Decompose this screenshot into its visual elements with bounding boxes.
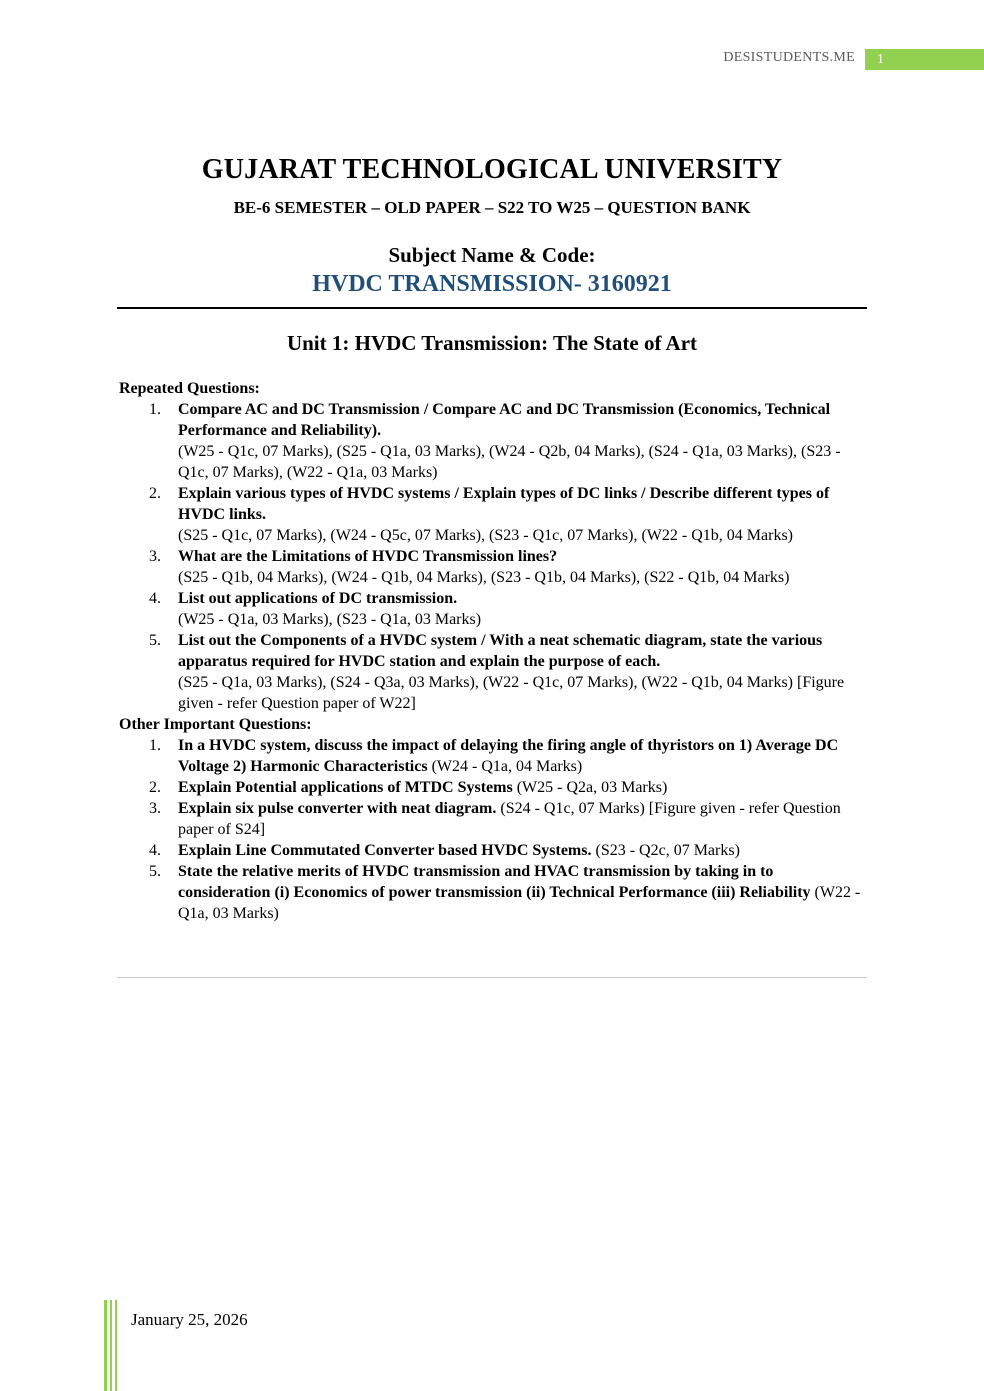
item-number: 4. bbox=[149, 842, 161, 859]
item-number: 2. bbox=[149, 485, 161, 502]
page-number-badge: 1 bbox=[865, 49, 984, 70]
question-text: List out applications of DC transmission. bbox=[178, 590, 458, 607]
question-text: In a HVDC system, discuss the impact of delaying the firing angle of thyristors on 1) Average DC Voltage 2) Harmonic Characteristics bbox=[178, 737, 839, 775]
question-text: What are the Limitations of HVDC Transmission lines? bbox=[178, 548, 558, 565]
question-text: Explain six pulse converter with neat diagram. bbox=[178, 800, 497, 817]
list-item bbox=[119, 798, 869, 840]
item-number: 5. bbox=[149, 632, 161, 649]
question-text: Explain various types of HVDC systems / Explain types of DC links / Describe different types of HVDC links. bbox=[178, 485, 830, 523]
question-refs: (W25 - Q1c, 07 Marks), (S25 - Q1a, 03 Marks), (W24 - Q2b, 04 Marks), (S24 - Q1a, 03 Marks), (S23 - Q1c, 07 Marks), (W22 - Q1a, 03 Marks) bbox=[178, 443, 841, 481]
header-site-label: DESISTUDENTS.ME bbox=[723, 50, 855, 65]
footer-accent-bars bbox=[104, 1300, 120, 1391]
repeated-question-list bbox=[119, 399, 869, 714]
repeated-heading: Repeated Questions: bbox=[119, 380, 260, 397]
item-number: 2. bbox=[149, 779, 161, 796]
item-number: 4. bbox=[149, 590, 161, 607]
question-refs: (W24 - Q1a, 04 Marks) bbox=[431, 758, 583, 775]
top-divider bbox=[117, 307, 867, 309]
question-refs: (W25 - Q2a, 03 Marks) bbox=[516, 779, 668, 796]
other-heading: Other Important Questions: bbox=[119, 716, 312, 733]
list-item bbox=[119, 483, 869, 546]
item-number: 3. bbox=[149, 800, 161, 817]
list-item bbox=[119, 840, 869, 861]
question-content bbox=[119, 378, 869, 924]
question-refs: (S25 - Q1b, 04 Marks), (W24 - Q1b, 04 Marks), (S23 - Q1b, 04 Marks), (S22 - Q1b, 04 Marks) bbox=[178, 569, 790, 586]
list-item bbox=[119, 546, 869, 588]
question-text: Compare AC and DC Transmission / Compare AC and DC Transmission (Economics, Technical Performance and Reliability). bbox=[178, 401, 831, 439]
list-item bbox=[119, 588, 869, 630]
list-item bbox=[119, 399, 869, 483]
unit-title: Unit 1: HVDC Transmission: The State of Art bbox=[286, 331, 698, 355]
question-refs: (S25 - Q1a, 03 Marks), (S24 - Q3a, 03 Marks), (W22 - Q1c, 07 Marks), (W22 - Q1b, 04 Marks) [Figure given - refer Question paper of W22] bbox=[178, 674, 845, 712]
other-question-list bbox=[119, 735, 869, 924]
list-item bbox=[119, 630, 869, 714]
question-text: List out the Components of a HVDC system / With a neat schematic diagram, state the various apparatus required for HVDC station and explain the purpose of each. bbox=[178, 632, 823, 670]
list-item bbox=[119, 735, 869, 777]
item-number: 1. bbox=[149, 737, 161, 754]
list-item bbox=[119, 861, 869, 924]
question-refs: (S25 - Q1c, 07 Marks), (W24 - Q5c, 07 Marks), (S23 - Q1c, 07 Marks), (W22 - Q1b, 04 Marks) bbox=[178, 527, 793, 544]
document-subtitle: BE-6 SEMESTER – OLD PAPER – S22 TO W25 – QUESTION BANK bbox=[233, 198, 751, 217]
subject-code: HVDC TRANSMISSION- 3160921 bbox=[312, 271, 672, 297]
list-item bbox=[119, 777, 869, 798]
document-title: GUJARAT TECHNOLOGICAL UNIVERSITY bbox=[201, 154, 783, 185]
question-text: Explain Potential applications of MTDC Systems bbox=[178, 779, 513, 796]
subject-label: Subject Name & Code: bbox=[388, 243, 596, 267]
question-refs: (S23 - Q2c, 07 Marks) bbox=[595, 842, 740, 859]
item-number: 1. bbox=[149, 401, 161, 418]
question-refs: (W22 - Q1a, 03 Marks) bbox=[178, 884, 861, 922]
footer-date: January 25, 2026 bbox=[131, 1310, 248, 1329]
item-number: 5. bbox=[149, 863, 161, 880]
question-text: Explain Line Commutated Converter based HVDC Systems. bbox=[178, 842, 592, 859]
question-refs: (W25 - Q1a, 03 Marks), (S23 - Q1a, 03 Marks) bbox=[178, 611, 482, 628]
question-refs: (S24 - Q1c, 07 Marks) [Figure given - refer Question paper of S24] bbox=[178, 800, 841, 838]
bottom-divider bbox=[117, 977, 867, 978]
item-number: 3. bbox=[149, 548, 161, 565]
question-text: State the relative merits of HVDC transmission and HVAC transmission by taking in to consideration (i) Economics of power transmission (ii) Technical Performance (iii) Reliability bbox=[178, 863, 811, 901]
